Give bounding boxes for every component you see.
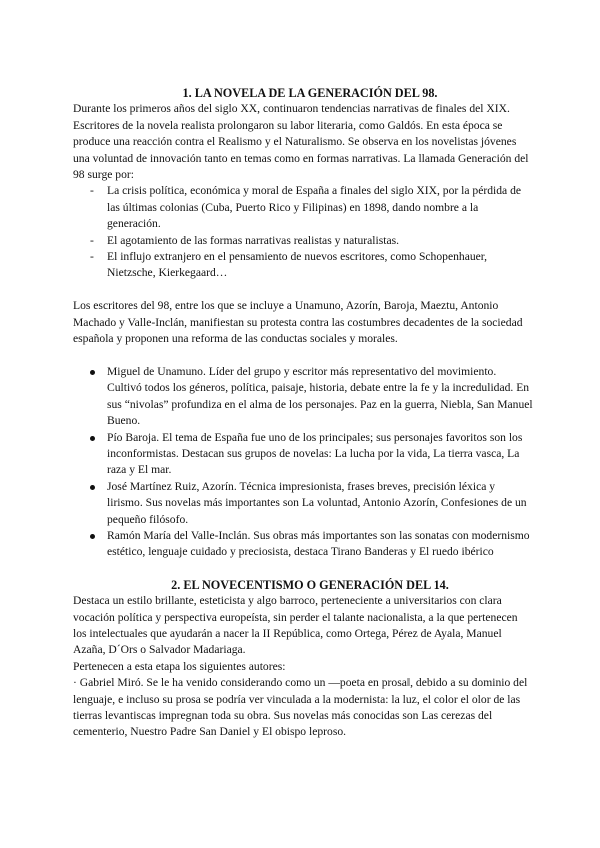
bullet-icon [90, 436, 95, 441]
author-item-valle-inclan [73, 528, 533, 561]
author-text: Ramón María del Valle-Inclán. Sus obras más importantes son las sonatas con modernismo estético, lenguaje cuidado y preciosista, destaca Tirano Banderas y El ruedo ibérico [107, 528, 530, 559]
cause-item [73, 249, 533, 282]
miro-paragraph: · Gabriel Miró. Se le ha venido considerando como un ―poeta en prosa‖, debido a su dominio del lenguaje, e incluso su prosa se podría ver vinculada a la modernista: la luz, el color el olor de las tierras levantiscas impregnan toda su obra. Sus novelas más conocidas son Las cerezas del cementerio, Nuestro Padre San Daniel y El obispo leproso. [73, 676, 528, 739]
author-item-unamuno [73, 364, 533, 430]
bullet-icon [90, 370, 95, 375]
document-content [73, 85, 533, 741]
author-text: José Martínez Ruiz, Azorín. Técnica impresionista, frases breves, precisión léxica y lirismo. Sus novelas más importantes son La voluntad, Antonio Azorín, Confesiones de un pequeño filósofo. [107, 479, 527, 526]
section-1-title: 1. LA NOVELA DE LA GENERACIÓN DEL 98. [182, 86, 438, 100]
cause-item [73, 183, 533, 232]
writers-paragraph: Los escritores del 98, entre los que se incluye a Unamuno, Azorín, Baroja, Maeztu, Antonio Machado y Valle-Inclán, manifiestan su protesta contra las costumbres decadentes de la sociedad española y proponen una reforma de las conductas sociales y morales. [73, 299, 523, 346]
section-2-authors-intro: Pertenecen a esta etapa los siguientes autores: [73, 659, 286, 673]
author-item-azorin [73, 479, 533, 528]
dash-marker: - [90, 184, 94, 198]
dash-marker: - [90, 250, 94, 264]
bullet-icon [90, 534, 95, 539]
authors-list [73, 364, 533, 561]
author-text: Miguel de Unamuno. Líder del grupo y escritor más representativo del movimiento. Cultivó todos los géneros, política, paisaje, historia, debate entre la fe y la incredulidad. En sus “nivolas” profundiza en el alma de los personajes. Paz en la guerra, Niebla, San Manuel Bueno. [107, 364, 533, 428]
cause-text: El agotamiento de las formas narrativas realistas y naturalistas. [107, 233, 400, 247]
section-2-intro: Destaca un estilo brillante, esteticista y algo barroco, perteneciente a universitarios con clara vocación política y perspectiva europeísta, sin perder el talante nacionalista, a la que pertenecen los intelectuales que ayudarán a nacer la II República, como Ortega, Pérez de Ayala, Manuel Azaña, D´Ors o Salvador Madariaga. [73, 594, 518, 657]
cause-text: El influjo extranjero en el pensamiento de nuevos escritores, como Schopenhauer, Nietzsche, Kierkegaard… [107, 250, 488, 280]
author-text: Pío Baroja. El tema de España fue uno de los principales; sus personajes favoritos son los inconformistas. Destacan sus grupos de novelas: La lucha por la vida, La tierra vasca, La raza y El mar. [107, 430, 523, 477]
cause-item [73, 233, 533, 249]
cause-text: La crisis política, económica y moral de España a finales del siglo XIX, por la pérdida de las últimas colonias (Cuba, Puerto Rico y Filipinas) en 1898, dando nombre a la generación. [107, 184, 522, 231]
dash-marker: - [90, 233, 94, 247]
section-2-title: 2. EL NOVECENTISMO O GENERACIÓN DEL 14. [171, 577, 449, 592]
author-item-baroja [73, 430, 533, 479]
section-1-intro: Durante los primeros años del siglo XX, continuaron tendencias narrativas de finales del XIX. Escritores de la novela realista prolongaron su labor literaria, como Galdós. En esta época se produce una reacción contra el Realismo y el Naturalismo. Se observa en los novelistas jóvenes una voluntad de innovación tanto en temas como en formas narrativas. La llamada Generación del 98 surge por: [73, 102, 529, 182]
bullet-icon [90, 485, 95, 490]
causes-list [73, 183, 533, 281]
spacer [73, 282, 533, 298]
spacer [73, 347, 533, 363]
